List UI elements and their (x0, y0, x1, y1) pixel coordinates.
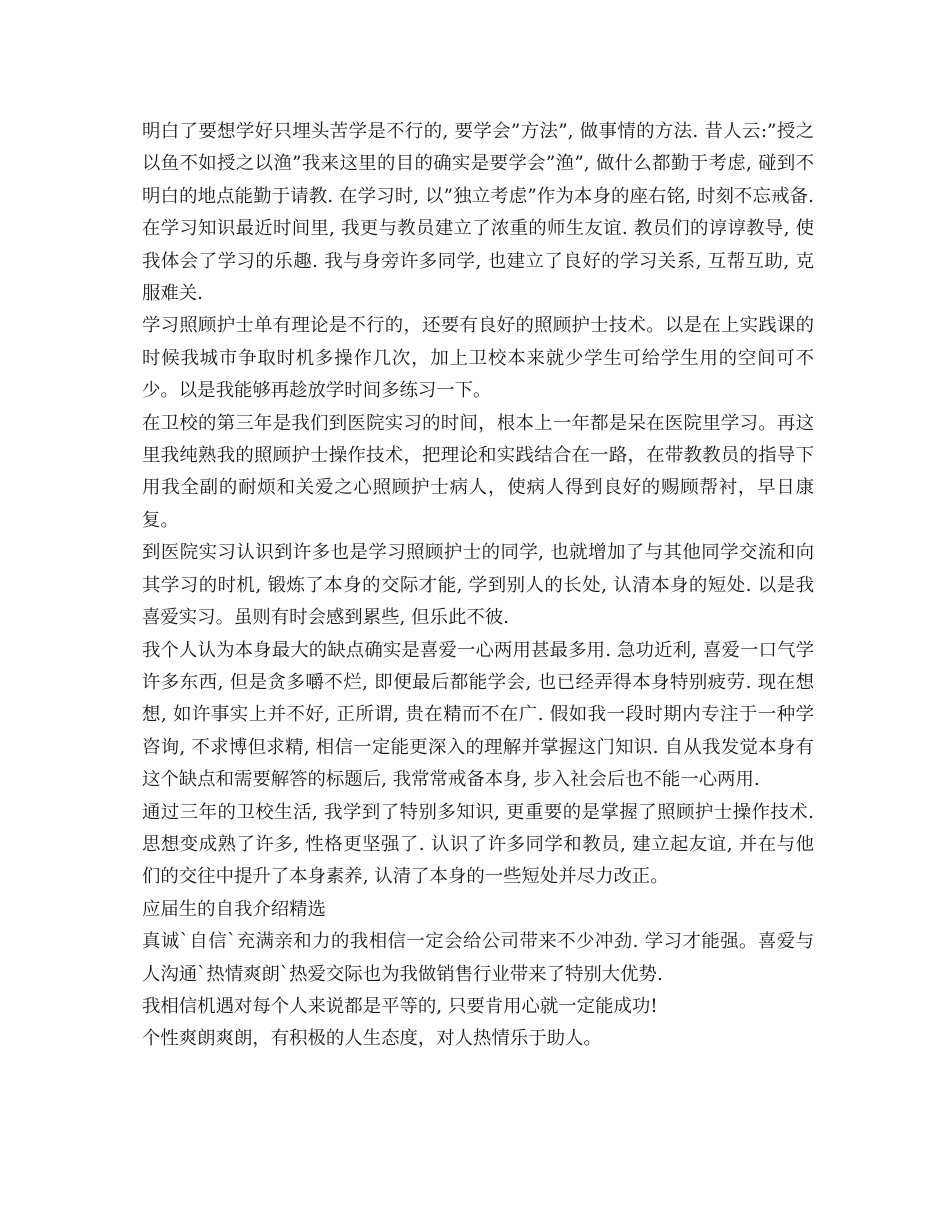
paragraph-shortcomings: 我个人认为本身最大的缺点确实是喜爱一心两用甚最多用. 急功近利, 喜爱一口气学许多东西, 但是贪多嚼不烂, 即便最后都能学会, 也已经弄得本身特别疲劳. 现在想想, 如许事实上并不好, 正所谓, 贵在精而不在广. 假如我一段时期内专注于一种学咨询, 不求博但求精, 相信一定能更深入的理解并掌握这门知识. 自从我发觉本身有这个缺点和需要解答的标题后, 我常常戒备本身, 步入社会后也不能一心两用. (142, 639, 814, 791)
paragraph-classmates: 到医院实习认识到许多也是学习照顾护士的同学, 也就增加了与其他同学交流和向其学习的时机, 锻炼了本身的交际才能, 学到别人的长处, 认清本身的短处. 以是我喜爱实习。虽则有时会感到累些, 但乐此不彼. (142, 542, 814, 629)
paragraph-three-years: 通过三年的卫校生活, 我学到了特别多知识, 更重要的是掌握了照顾护士操作技术. 思想变成熟了许多, 性格更坚强了. 认识了许多同学和教员, 建立起友谊, 并在与他们的交往中提升了本身素养, 认清了本身的一些短处并尽力改正。 (142, 801, 814, 888)
paragraph-study-method: 明白了要想学好只埋头苦学是不行的, 要学会”方法”, 做事情的方法. 昔人云:”授之以鱼不如授之以渔”我来这里的目的确实是要学会”渔”, 做什么都勤于考虑, 碰到不明白的地点能勤于请教. 在学习时, 以”独立考虑”作为本身的座右铭, 时刻不忘戒备. 在学习知识最近时间里, 我更与教员建立了浓重的师生友谊. 教员们的谆谆教导, 使我体会了学习的乐趣. 我与身旁许多同学, 也建立了良好的学习关系, 互帮互助, 克服难关. (142, 121, 814, 305)
paragraph-personality: 个性爽朗爽朗，有积极的人生态度，对人热情乐于助人。 (142, 1028, 602, 1050)
paragraph-opportunity: 我相信机遇对每个人来说都是平等的, 只要肯用心就一定能成功! (142, 995, 658, 1017)
paragraph-nursing-skills: 学习照顾护士单有理论是不行的，还要有良好的照顾护士技术。以是在上实践课的时候我城市争取时机多操作几次，加上卫校本来就少学生可给学生用的空间可不少。以是我能够再趁放学时间多练习一下。 (142, 315, 814, 402)
paragraph-hospital-internship: 在卫校的第三年是我们到医院实习的时间，根本上一年都是呆在医院里学习。再这里我纯熟我的照顾护士操作技术，把理论和实践结合在一路，在带教教员的指导下用我全副的耐烦和关爱之心照顾护士病人，使病人得到良好的赐顾帮衬，早日康复。 (142, 412, 814, 531)
document-body (142, 116, 814, 1056)
paragraph-sincere-confident: 真诚`自信`充满亲和力的我相信一定会给公司带来不少冲劲. 学习才能强。喜爱与人沟通`热情爽朗`热爱交际也为我做销售行业带来了特别大优势. (142, 931, 814, 985)
section-heading: 应届生的自我介绍精选 (142, 898, 326, 920)
